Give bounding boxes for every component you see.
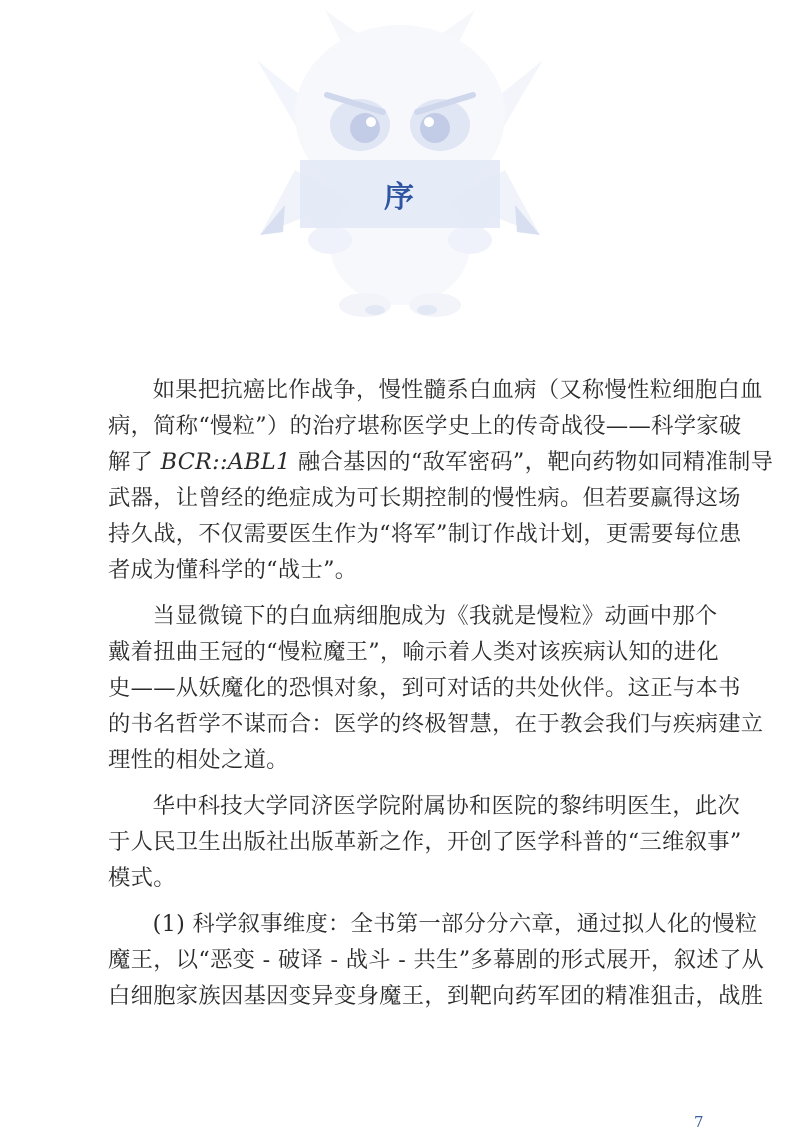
text-line: 白细胞家族因基因变异变身魔王，到靶向药军团的精准狙击，战胜 (108, 983, 764, 1009)
gene-name: BCR::ABL1 (160, 449, 291, 475)
body-text (108, 372, 774, 1014)
text-line: 理性的相处之道。 (108, 747, 289, 773)
text-line: 持久战，不仅需要医生作为“将军”制订作战计划，更需要每位患 (108, 521, 742, 547)
text-line: 解了 BCR::ABL1 融合基因的“敌军密码”，靶向药物如同精准制导 (108, 449, 774, 475)
text-line: 魔王，以“恶变 - 破译 - 战斗 - 共生”多幕剧的形式展开，叙述了从 (108, 947, 765, 973)
page-title: 序 (384, 180, 416, 215)
title-band (300, 160, 500, 228)
text-line: 史——从妖魔化的恐惧对象，到可对话的共处伙伴。这正与本书 (108, 675, 741, 701)
paragraph-4 (108, 906, 765, 1014)
page-number: 7 (694, 1113, 704, 1131)
text-line: 武器，让曾经的绝症成为可长期控制的慢性病。但若要赢得这场 (108, 485, 741, 511)
text-line: 病，简称“慢粒”）的治疗堪称医学史上的传奇战役——科学家破 (108, 413, 742, 439)
text-line: 戴着扭曲王冠的“慢粒魔王”，喻示着人类对该疾病认知的进化 (108, 639, 719, 665)
text-line: (1) 科学叙事维度：全书第一部分分六章，通过拟人化的慢粒 (152, 911, 758, 937)
text-line: 华中科技大学同济医学院附属协和医院的黎纬明医生，此次 (152, 793, 741, 819)
paragraph-3 (108, 788, 742, 896)
paragraph-2 (108, 598, 764, 778)
text-line: 模式。 (108, 865, 176, 891)
paragraph-1 (108, 372, 774, 588)
text-line: 当显微镜下的白血病细胞成为《我就是慢粒》动画中那个 (152, 603, 718, 629)
text-line: 者成为懂科学的“战士”。 (108, 557, 358, 583)
text-line: 于人民卫生出版社出版革新之作，开创了医学科普的“三维叙事” (108, 829, 742, 855)
text-line: 的书名哲学不谋而合：医学的终极智慧，在于教会我们与疾病建立 (108, 711, 764, 737)
text-line: 如果把抗癌比作战争，慢性髓系白血病（又称慢性粒细胞白血 (152, 377, 763, 403)
